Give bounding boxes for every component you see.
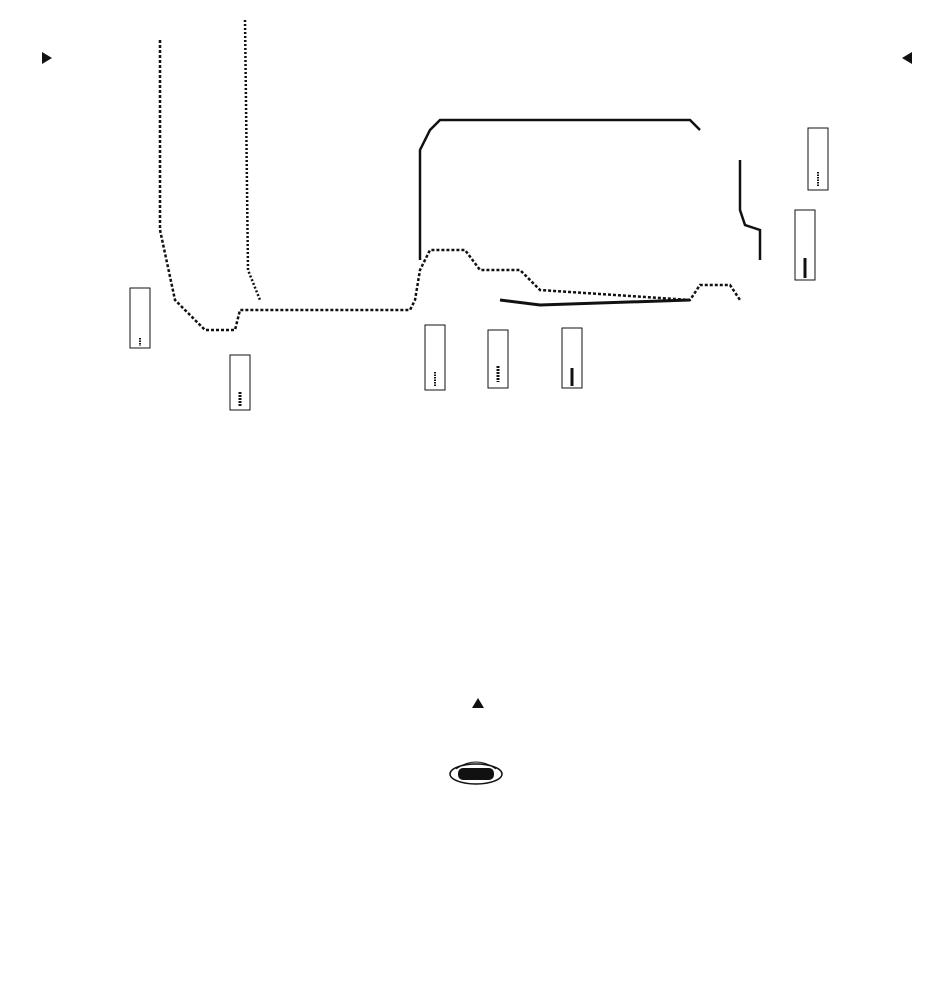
dmc-logo: [444, 759, 508, 785]
label-blanc-right: [808, 128, 828, 190]
backstitch-lines: [160, 20, 760, 330]
label-3348-mid: [562, 328, 582, 388]
label-414-mid: [488, 330, 508, 388]
fabric-info: [0, 760, 952, 814]
key-row-1: [56, 917, 936, 941]
backstitch-right: [740, 160, 760, 260]
label-414-left: [230, 355, 250, 410]
thread-key: [56, 917, 936, 997]
backstitch-inner: [420, 120, 700, 260]
label-blanc-mid: [425, 325, 445, 390]
label-3348-right: [795, 210, 815, 280]
backstitch-bottom: [500, 300, 690, 305]
right-edge-marker: [902, 52, 912, 64]
backstitch-left: [245, 20, 260, 300]
bottom-center-marker: [472, 698, 484, 708]
label-blanc-left: [130, 288, 150, 348]
left-edge-marker: [42, 52, 52, 64]
fabric-line: [0, 760, 952, 784]
key-row-2: [56, 957, 936, 981]
